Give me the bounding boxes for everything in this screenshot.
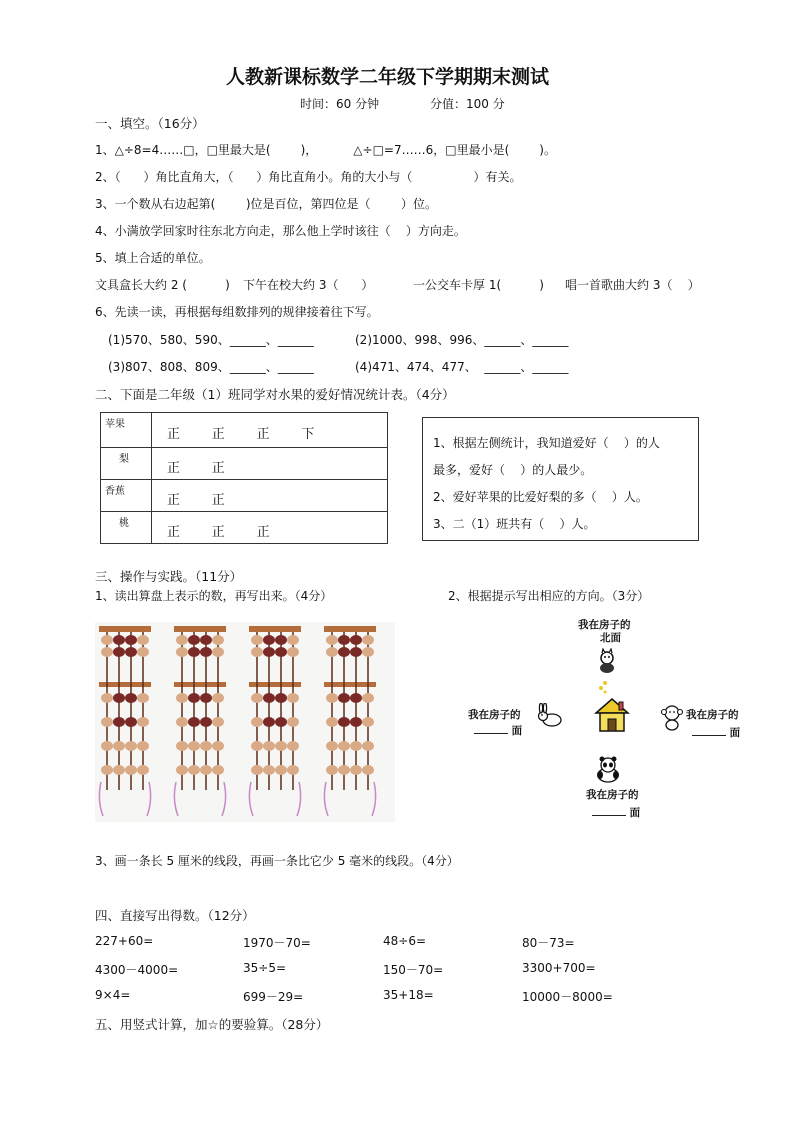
math-item: 9×4= [95, 988, 131, 1002]
abacus-bead [125, 765, 137, 775]
monkey-icon [659, 703, 685, 731]
abacus-bead [287, 693, 299, 703]
question-6: 6、先读一读，再根据每组数排列的规律接着往下写。 [95, 305, 379, 319]
abacus-bead [362, 647, 374, 657]
abacus-bead [326, 765, 338, 775]
math-item: 1970－70= [243, 936, 311, 950]
q5-item-3: 一公交车卡厚 1( ) [413, 278, 544, 292]
abacus-bead [338, 717, 350, 727]
abacus-bead [263, 635, 275, 645]
abacus-bead [200, 765, 212, 775]
stat-question-1b: 最多，爱好（ ）的人最少。 [433, 463, 593, 477]
abacus-bead [251, 635, 263, 645]
abacus-bead [338, 741, 350, 751]
abacus-leg [99, 782, 103, 816]
abacus-bead [188, 635, 200, 645]
math-item: 35÷5= [243, 961, 287, 975]
question-4: 4、小满放学回家时往东北方向走，那么他上学时该往（ ）方向走。 [95, 224, 466, 238]
math-item: 48÷6= [383, 934, 427, 948]
abacus-leg [372, 782, 376, 816]
abacus-bead [125, 741, 137, 751]
abacus-bead [263, 741, 275, 751]
abacus-leg [147, 782, 151, 816]
abacus-bead [188, 741, 200, 751]
abacus-bead [212, 717, 224, 727]
south-label-2: 面 [629, 807, 641, 819]
math-item: 80－73= [522, 936, 575, 950]
tally-marks: 正 正 [167, 461, 226, 476]
q1-part-c: △÷□=7……6，□里最小是( [353, 143, 510, 157]
east-label-1: 我在房子的 [686, 709, 739, 721]
abacus-image [95, 622, 395, 822]
answer-line [592, 805, 626, 816]
stat-question-2: 2、爱好苹果的比爱好梨的多（ ）人。 [433, 490, 648, 504]
q5-item-1: 文具盒长大约 2 ( ) [95, 278, 230, 292]
abacus-bead [362, 635, 374, 645]
tally-marks: 正 正 正 下 [167, 427, 316, 442]
exam-score: 分值：100 分 [430, 97, 505, 111]
abacus-bead [101, 693, 113, 703]
answer-line [474, 723, 508, 734]
east-blank [692, 725, 740, 740]
abacus-leg [174, 782, 178, 816]
abacus-frame-top [324, 626, 376, 632]
fruit-label: 香蕉 [105, 486, 125, 497]
section5-heading: 五、用竖式计算，加☆的要验算。（28分） [95, 1017, 329, 1032]
south-blank [592, 805, 640, 820]
section1-heading: 一、填空。（16分） [95, 116, 205, 131]
abacus-leg [222, 782, 226, 816]
abacus-bead [212, 693, 224, 703]
fruit-label: 梨 [119, 454, 129, 465]
fruit-label: 苹果 [105, 419, 125, 430]
abacus-bead [263, 647, 275, 657]
abacus-bead [275, 717, 287, 727]
math-item: 699－29= [243, 990, 304, 1004]
abacus-bead [200, 741, 212, 751]
abacus-bead [113, 693, 125, 703]
abacus-bead [200, 693, 212, 703]
abacus-leg [297, 782, 301, 816]
abacus-bead [287, 765, 299, 775]
abacus-bead [200, 717, 212, 727]
abacus-bead [251, 741, 263, 751]
section4-heading: 四、直接写出得数。（12分） [95, 908, 255, 923]
house-icon [592, 697, 632, 733]
math-item: 35+18= [383, 988, 434, 1002]
abacus-bead [326, 717, 338, 727]
abacus-bead [287, 635, 299, 645]
west-blank [474, 723, 522, 738]
abacus-bead [263, 693, 275, 703]
math-item: 3300+700= [522, 961, 596, 975]
abacus-bead [251, 717, 263, 727]
abacus-bead [350, 647, 362, 657]
abacus-bead [200, 635, 212, 645]
abacus-bead [188, 693, 200, 703]
abacus-bead [176, 693, 188, 703]
west-label-1: 我在房子的 [468, 709, 521, 721]
abacus-bead [101, 765, 113, 775]
abacus-bead [287, 741, 299, 751]
abacus-bead [137, 765, 149, 775]
abacus-bead [275, 693, 287, 703]
table-row [101, 511, 387, 544]
north-label-1: 我在房子的 [578, 619, 631, 631]
abacus-leg [324, 782, 328, 816]
abacus-bead [125, 693, 137, 703]
abacus-frame-top [99, 626, 151, 632]
question-3: 3、一个数从右边起第( )位是百位，第四位是（ ）位。 [95, 197, 438, 211]
abacus-bead [287, 717, 299, 727]
page-title: 人教新课标数学二年级下学期期末测试 [226, 66, 550, 88]
abacus-bead [326, 635, 338, 645]
section3-heading: 三、操作与实践。（11分） [95, 569, 243, 584]
abacus-bead [101, 741, 113, 751]
abacus-bead [137, 693, 149, 703]
abacus-bead [350, 693, 362, 703]
abacus-bead [188, 647, 200, 657]
q5-item-2: 下午在校大约 3（ ） [243, 278, 374, 292]
table-row [101, 413, 387, 447]
abacus-bead [125, 635, 137, 645]
abacus-bead [275, 765, 287, 775]
abacus-bead [176, 717, 188, 727]
abacus-bead [350, 741, 362, 751]
abacus-bead [275, 635, 287, 645]
abacus-bead [362, 765, 374, 775]
panda-icon [594, 755, 622, 783]
math-item: 150－70= [383, 963, 444, 977]
abacus-bead [176, 765, 188, 775]
abacus-bead [251, 693, 263, 703]
math-item: 227+60= [95, 934, 154, 948]
direction-question: 2、根据提示写出相应的方向。（3分） [448, 589, 650, 603]
abacus-bead [101, 717, 113, 727]
east-label-2: 面 [729, 727, 741, 739]
abacus-bead [326, 647, 338, 657]
abacus-bead [350, 717, 362, 727]
smoke-icon [596, 680, 610, 694]
tally-marks: 正 正 [167, 493, 226, 508]
abacus-bead [137, 647, 149, 657]
line-segment-question: 3、画一条长 5 厘米的线段，再画一条比它少 5 毫米的线段。（4分） [95, 854, 459, 868]
table-row [101, 479, 387, 511]
question-1 [95, 141, 556, 158]
abacus-bead [362, 693, 374, 703]
abacus-bead [125, 647, 137, 657]
abacus-bead [101, 647, 113, 657]
tally-marks: 正 正 正 [167, 525, 271, 540]
abacus-bead [350, 765, 362, 775]
abacus-bead [362, 717, 374, 727]
south-label-1: 我在房子的 [586, 789, 639, 801]
abacus-bead [338, 635, 350, 645]
q6-item-1: (1)570、580、590、______、______ [108, 333, 314, 347]
abacus-bead [326, 693, 338, 703]
abacus-question: 1、读出算盘上表示的数，再写出来。（4分） [95, 589, 333, 603]
abacus-bead [113, 765, 125, 775]
abacus-bead [176, 635, 188, 645]
abacus-bead [137, 635, 149, 645]
abacus-bead [338, 765, 350, 775]
question-2: 2、（ ）角比直角大，（ ）角比直角小。角的大小与（ ）有关。 [95, 170, 522, 184]
abacus-bead [275, 647, 287, 657]
abacus-frame-top [174, 626, 226, 632]
north-label-2: 北面 [600, 632, 621, 644]
exam-time: 时间：60 分钟 [300, 97, 380, 111]
stat-question-1a: 1、根据左侧统计，我知道爱好（ ）的人 [433, 436, 660, 450]
answer-line [692, 725, 726, 736]
abacus-bead [200, 647, 212, 657]
abacus-bead [125, 717, 137, 727]
abacus-bead [188, 765, 200, 775]
abacus-bead [113, 717, 125, 727]
q1-part-b: )， [300, 143, 318, 157]
abacus-bead [101, 635, 113, 645]
abacus-bead [350, 635, 362, 645]
fruit-label: 桃 [119, 518, 129, 529]
abacus-bead [113, 741, 125, 751]
west-label-2: 面 [511, 725, 523, 737]
q6-item-2: (2)1000、998、996、______、______ [355, 333, 569, 347]
abacus-bead [188, 717, 200, 727]
q1-part-a: 1、△÷8=4……□，□里最大是( [95, 143, 271, 157]
abacus-drawing [95, 622, 395, 822]
abacus-bead [326, 741, 338, 751]
statistics-question-box [422, 417, 699, 541]
abacus-bead [362, 741, 374, 751]
q6-item-3: (3)807、808、809、______、______ [108, 360, 314, 374]
abacus-bead [113, 635, 125, 645]
abacus-bead [275, 741, 287, 751]
abacus-bead [338, 693, 350, 703]
q1-part-d: )。 [539, 143, 556, 157]
table-row [101, 447, 387, 479]
abacus-bead [263, 717, 275, 727]
abacus-bead [212, 635, 224, 645]
rabbit-icon [535, 703, 565, 729]
stat-question-3: 3、二（1）班共有（ ）人。 [433, 517, 596, 531]
abacus-bead [137, 741, 149, 751]
abacus-bead [251, 647, 263, 657]
cat-icon [594, 648, 620, 674]
abacus-frame-top [249, 626, 301, 632]
abacus-bead [263, 765, 275, 775]
fruit-tally-table [100, 412, 388, 544]
abacus-leg [249, 782, 253, 816]
abacus-bead [176, 741, 188, 751]
abacus-bead [176, 647, 188, 657]
math-item: 4300－4000= [95, 963, 179, 977]
abacus-bead [137, 717, 149, 727]
abacus-bead [251, 765, 263, 775]
q6-item-4: (4)471、474、477、 ______、______ [355, 360, 569, 374]
section2-heading: 二、下面是二年级（1）班同学对水果的爱好情况统计表。（4分） [95, 387, 455, 402]
abacus-bead [287, 647, 299, 657]
abacus-bead [212, 765, 224, 775]
abacus-bead [212, 741, 224, 751]
abacus-bead [212, 647, 224, 657]
abacus-bead [338, 647, 350, 657]
question-5: 5、填上合适的单位。 [95, 251, 211, 265]
math-item: 10000－8000= [522, 990, 613, 1004]
abacus-bead [113, 647, 125, 657]
q5-item-4: 唱一首歌曲大约 3（ ） [565, 278, 700, 292]
